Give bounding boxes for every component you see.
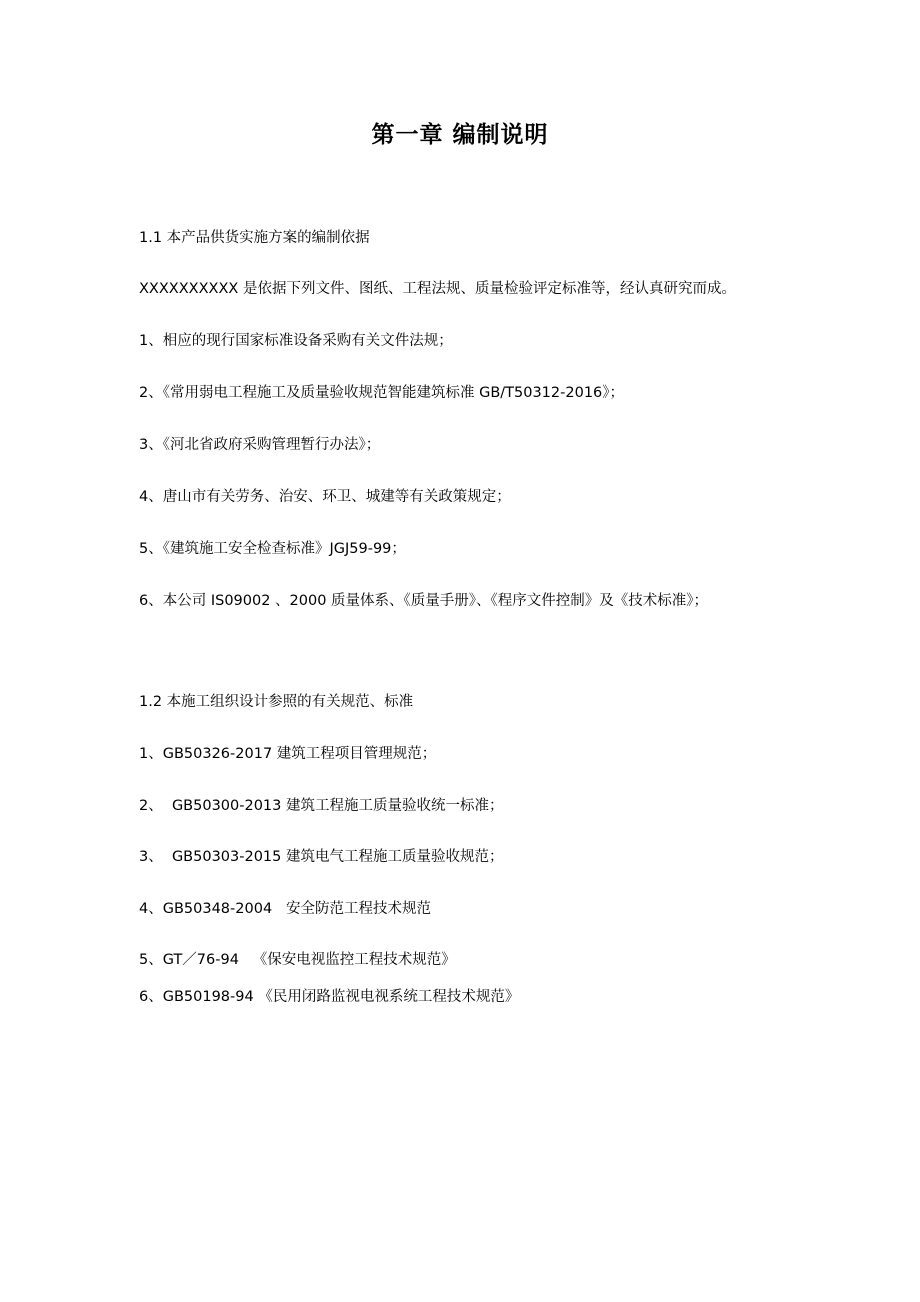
section-2-item-1: 1、GB50326-2017 建筑工程项目管理规范； <box>139 746 437 762</box>
section-1-item-2: 2、《常用弱电工程施工及质量验收规范智能建筑标准 GB/T50312-2016》； <box>139 385 625 401</box>
section-2-item-6: 6、GB50198-94 《民用闭路监视电视系统工程技术规范》 <box>139 989 520 1005</box>
section-1-intro: XXXXXXXXXX 是依据下列文件、图纸、工程法规、质量检验评定标准等，经认真研究而成。 <box>139 281 736 297</box>
section-2-item-4: 4、GB50348-2004 安全防范工程技术规范 <box>139 901 431 917</box>
section-1-item-3: 3、《河北省政府采购管理暂行办法》； <box>139 437 381 453</box>
section-2-heading: 1.2 本施工组织设计参照的有关规范、标准 <box>139 694 414 710</box>
section-1-item-5: 5、《建筑施工安全检查标准》JGJ59-99； <box>139 541 406 557</box>
section-2-item-3: 3、 GB50303-2015 建筑电气工程施工质量验收规范； <box>139 849 504 865</box>
section-1-heading: 1.1 本产品供货实施方案的编制依据 <box>139 230 370 246</box>
section-1-item-4: 4、唐山市有关劳务、治安、环卫、城建等有关政策规定； <box>139 489 511 505</box>
section-1-item-6: 6、本公司 IS09002 、2000 质量体系、《质量手册》、《程序文件控制》及《技术标准》； <box>139 593 709 609</box>
section-1-item-1: 1、相应的现行国家标准设备采购有关文件法规； <box>139 333 453 349</box>
section-2-item-2: 2、 GB50300-2013 建筑工程施工质量验收统一标准； <box>139 798 504 814</box>
section-2-item-5: 5、GT／76-94 《保安电视监控工程技术规范》 <box>139 952 456 968</box>
chapter-title: 第一章 编制说明 <box>371 122 549 148</box>
